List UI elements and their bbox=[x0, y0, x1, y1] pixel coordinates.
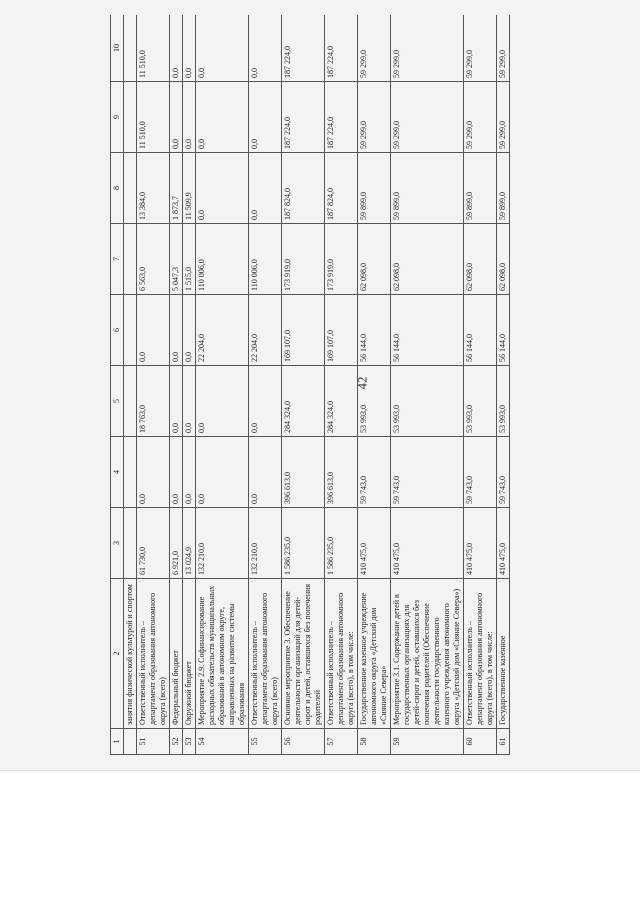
value-cell: 62 098,0 bbox=[497, 224, 510, 295]
value-cell: 59 743,0 bbox=[497, 437, 510, 508]
table-row bbox=[124, 15, 137, 755]
value-cell: 173 919,0 bbox=[325, 224, 358, 295]
value-cell: 284 324,0 bbox=[325, 366, 358, 437]
table-row bbox=[391, 15, 464, 755]
value-cell: 0,0 bbox=[183, 437, 196, 508]
value-cell: 6 563,0 bbox=[137, 224, 170, 295]
row-number: 54 bbox=[196, 729, 249, 755]
row-number: 52 bbox=[170, 729, 183, 755]
header-row bbox=[111, 15, 124, 755]
value-cell: 13 024,9 bbox=[183, 508, 196, 579]
value-cell: 53 993,0 bbox=[391, 366, 464, 437]
value-cell: 53 993,0 bbox=[497, 366, 510, 437]
value-cell: 62 098,0 bbox=[358, 224, 391, 295]
row-number: 56 bbox=[282, 729, 325, 755]
value-cell: 61 730,0 bbox=[137, 508, 170, 579]
value-cell bbox=[124, 508, 137, 579]
value-cell: 0,0 bbox=[183, 82, 196, 153]
value-cell: 0,0 bbox=[170, 366, 183, 437]
value-cell: 59 743,0 bbox=[358, 437, 391, 508]
row-name: Мероприятие 3.1. Содержание детей в государственных организациях для детей-сирот и детей, оставшихся без попечения родителей (Обеспечение деятельности государственного казенного учреждения автономного округа «Детский дом «Сияние Севера») bbox=[391, 579, 464, 729]
value-cell: 187 224,0 bbox=[325, 15, 358, 82]
table-row bbox=[282, 15, 325, 755]
budget-table bbox=[110, 15, 510, 755]
table-viewport bbox=[110, 15, 615, 755]
table-row bbox=[464, 15, 497, 755]
value-cell bbox=[124, 437, 137, 508]
value-cell: 0,0 bbox=[183, 366, 196, 437]
table-body bbox=[124, 15, 510, 755]
table-row bbox=[183, 15, 196, 755]
value-cell: 0,0 bbox=[196, 366, 249, 437]
value-cell: 59 899,0 bbox=[391, 153, 464, 224]
value-cell: 132 210,0 bbox=[249, 508, 282, 579]
column-header: 5 bbox=[111, 366, 124, 437]
column-header: 4 bbox=[111, 437, 124, 508]
value-cell: 59 299,0 bbox=[497, 15, 510, 82]
value-cell: 53 993,0 bbox=[358, 366, 391, 437]
value-cell: 22 204,0 bbox=[196, 295, 249, 366]
value-cell: 0,0 bbox=[196, 153, 249, 224]
table-row bbox=[358, 15, 391, 755]
row-name: Мероприятие 2.9. Софинансирование расходных обязательств муниципальных образований в автономном округе, направленных на развитие системы образования bbox=[196, 579, 249, 729]
value-cell: 396 613,0 bbox=[282, 437, 325, 508]
value-cell: 56 144,0 bbox=[497, 295, 510, 366]
value-cell: 169 107,0 bbox=[325, 295, 358, 366]
column-header: 9 bbox=[111, 82, 124, 153]
value-cell: 187 224,0 bbox=[282, 82, 325, 153]
value-cell: 0,0 bbox=[170, 15, 183, 82]
value-cell: 0,0 bbox=[137, 437, 170, 508]
value-cell: 13 384,0 bbox=[137, 153, 170, 224]
row-name: Ответственный исполнитель – департамент образования автономного округа (всего), в том числе: bbox=[464, 579, 497, 729]
value-cell: 187 224,0 bbox=[282, 15, 325, 82]
value-cell: 110 006,0 bbox=[249, 224, 282, 295]
row-name: Ответственный исполнитель – департамент образования автономного округа (всего) bbox=[137, 579, 170, 729]
column-header: 3 bbox=[111, 508, 124, 579]
value-cell: 410 475,0 bbox=[391, 508, 464, 579]
value-cell bbox=[124, 153, 137, 224]
value-cell: 11 510,0 bbox=[137, 15, 170, 82]
row-number bbox=[124, 729, 137, 755]
value-cell: 11 510,0 bbox=[137, 82, 170, 153]
row-name: Государственное казенное bbox=[497, 579, 510, 729]
table-row bbox=[249, 15, 282, 755]
value-cell: 5 047,3 bbox=[170, 224, 183, 295]
value-cell: 0,0 bbox=[196, 82, 249, 153]
value-cell: 0,0 bbox=[196, 437, 249, 508]
value-cell: 187 224,0 bbox=[325, 82, 358, 153]
row-name: Окружной бюджет bbox=[183, 579, 196, 729]
value-cell: 0,0 bbox=[249, 437, 282, 508]
value-cell: 18 763,0 bbox=[137, 366, 170, 437]
table-row bbox=[497, 15, 510, 755]
value-cell bbox=[124, 295, 137, 366]
value-cell: 22 204,0 bbox=[249, 295, 282, 366]
row-number: 58 bbox=[358, 729, 391, 755]
value-cell: 59 899,0 bbox=[497, 153, 510, 224]
value-cell: 410 475,0 bbox=[358, 508, 391, 579]
value-cell: 59 299,0 bbox=[358, 15, 391, 82]
table-row bbox=[170, 15, 183, 755]
value-cell: 0,0 bbox=[183, 295, 196, 366]
value-cell: 59 299,0 bbox=[358, 82, 391, 153]
row-number: 53 bbox=[183, 729, 196, 755]
value-cell: 56 144,0 bbox=[358, 295, 391, 366]
value-cell: 59 743,0 bbox=[391, 437, 464, 508]
value-cell bbox=[124, 366, 137, 437]
value-cell: 110 006,0 bbox=[196, 224, 249, 295]
value-cell: 396 613,0 bbox=[325, 437, 358, 508]
value-cell: 62 098,0 bbox=[391, 224, 464, 295]
page-number: 42 bbox=[354, 376, 370, 390]
value-cell: 59 299,0 bbox=[391, 15, 464, 82]
value-cell: 410 475,0 bbox=[497, 508, 510, 579]
column-header: 2 bbox=[111, 579, 124, 729]
value-cell: 53 993,0 bbox=[464, 366, 497, 437]
value-cell: 59 299,0 bbox=[497, 82, 510, 153]
value-cell: 187 824,0 bbox=[325, 153, 358, 224]
value-cell: 59 899,0 bbox=[464, 153, 497, 224]
table-row bbox=[196, 15, 249, 755]
value-cell: 62 098,0 bbox=[464, 224, 497, 295]
value-cell: 284 324,0 bbox=[282, 366, 325, 437]
value-cell: 0,0 bbox=[137, 295, 170, 366]
value-cell: 59 899,0 bbox=[358, 153, 391, 224]
value-cell: 0,0 bbox=[196, 15, 249, 82]
value-cell: 11 509,9 bbox=[183, 153, 196, 224]
value-cell: 59 299,0 bbox=[464, 15, 497, 82]
value-cell: 0,0 bbox=[249, 366, 282, 437]
value-cell: 0,0 bbox=[170, 82, 183, 153]
row-number: 51 bbox=[137, 729, 170, 755]
value-cell: 0,0 bbox=[170, 295, 183, 366]
row-name: занятия физической культурой и спортом bbox=[124, 579, 137, 729]
value-cell: 6 921,0 bbox=[170, 508, 183, 579]
value-cell bbox=[124, 224, 137, 295]
column-header: 8 bbox=[111, 153, 124, 224]
value-cell: 169 107,0 bbox=[282, 295, 325, 366]
row-name: Федеральный бюджет bbox=[170, 579, 183, 729]
column-header: 6 bbox=[111, 295, 124, 366]
row-number: 55 bbox=[249, 729, 282, 755]
value-cell: 59 299,0 bbox=[464, 82, 497, 153]
value-cell: 1 586 235,0 bbox=[282, 508, 325, 579]
value-cell: 59 743,0 bbox=[464, 437, 497, 508]
row-name: Ответственный исполнитель – департамент образования автономного округа (всего) bbox=[249, 579, 282, 729]
row-name: Государственное казенное учреждение автономного округа «Детский дом «Сияние Севера» bbox=[358, 579, 391, 729]
value-cell bbox=[124, 82, 137, 153]
row-name: Ответственный исполнитель – департамент образования автономного округа (всего), в том числе: bbox=[325, 579, 358, 729]
column-header: 10 bbox=[111, 15, 124, 82]
row-number: 59 bbox=[391, 729, 464, 755]
rotated-table-frame bbox=[110, 15, 615, 755]
value-cell: 1 586 235,0 bbox=[325, 508, 358, 579]
value-cell: 1 515,0 bbox=[183, 224, 196, 295]
value-cell: 56 144,0 bbox=[391, 295, 464, 366]
value-cell: 56 144,0 bbox=[464, 295, 497, 366]
value-cell: 132 210,0 bbox=[196, 508, 249, 579]
value-cell: 173 919,0 bbox=[282, 224, 325, 295]
value-cell: 0,0 bbox=[249, 153, 282, 224]
row-number: 60 bbox=[464, 729, 497, 755]
value-cell: 410 475,0 bbox=[464, 508, 497, 579]
row-number: 57 bbox=[325, 729, 358, 755]
table-row bbox=[325, 15, 358, 755]
row-number: 61 bbox=[497, 729, 510, 755]
value-cell bbox=[124, 15, 137, 82]
column-header: 1 bbox=[111, 729, 124, 755]
table-row bbox=[137, 15, 170, 755]
value-cell: 1 873,7 bbox=[170, 153, 183, 224]
value-cell: 0,0 bbox=[249, 15, 282, 82]
value-cell: 0,0 bbox=[249, 82, 282, 153]
column-header: 7 bbox=[111, 224, 124, 295]
value-cell: 59 299,0 bbox=[391, 82, 464, 153]
value-cell: 0,0 bbox=[183, 15, 196, 82]
row-name: Основное мероприятие 3. Обеспечение деятельности организаций для детей-сирот и детей, оставшихся без попечения родителей bbox=[282, 579, 325, 729]
value-cell: 187 824,0 bbox=[282, 153, 325, 224]
value-cell: 0,0 bbox=[170, 437, 183, 508]
